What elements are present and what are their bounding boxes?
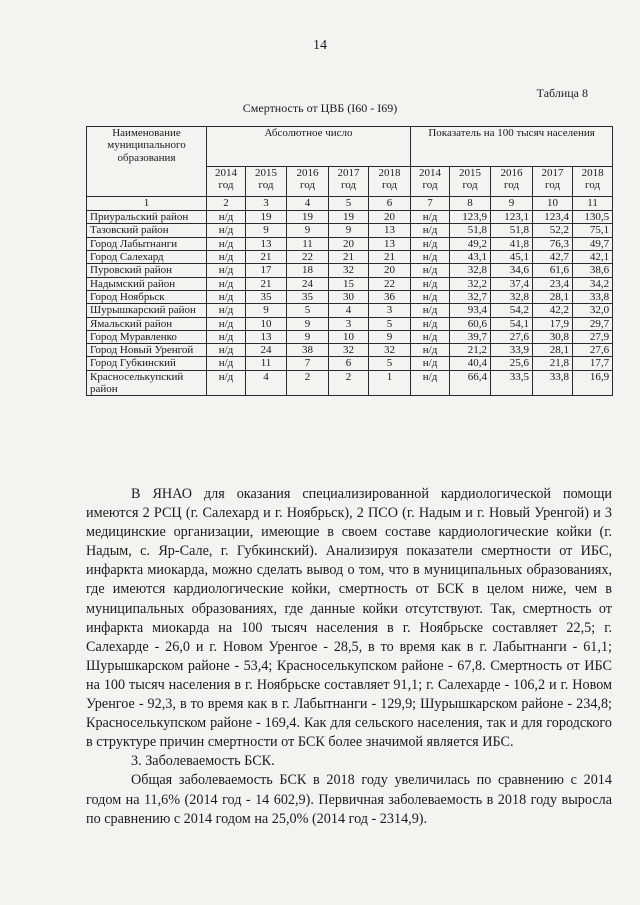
column-number: 10: [533, 197, 573, 211]
rate-value-cell: 32,8: [450, 264, 491, 277]
absolute-value-cell: 5: [287, 304, 329, 317]
rate-value-cell: 28,1: [533, 344, 573, 357]
table-row: [87, 277, 613, 290]
rate-value-cell: н/д: [411, 344, 450, 357]
absolute-value-cell: 18: [287, 264, 329, 277]
year-header: 2018 год: [573, 167, 613, 197]
rate-value-cell: 33,9: [491, 344, 533, 357]
rate-value-cell: 17,9: [533, 317, 573, 330]
rate-value-cell: 25,6: [491, 357, 533, 370]
table-row: [87, 317, 613, 330]
absolute-value-cell: 4: [329, 304, 369, 317]
rate-value-cell: н/д: [411, 317, 450, 330]
rate-value-cell: 17,7: [573, 357, 613, 370]
absolute-value-cell: н/д: [207, 317, 246, 330]
table-label: Таблица 8: [536, 86, 588, 100]
municipality-name: Город Салехард: [87, 250, 207, 263]
rate-value-cell: 123,9: [450, 211, 491, 224]
absolute-value-cell: 4: [246, 370, 287, 396]
column-number: 1: [87, 197, 207, 211]
column-number: 2: [207, 197, 246, 211]
absolute-value-cell: 3: [329, 317, 369, 330]
municipality-name: Город Муравленко: [87, 330, 207, 343]
absolute-value-cell: 11: [287, 237, 329, 250]
absolute-value-cell: 21: [246, 250, 287, 263]
rate-value-cell: 34,2: [573, 277, 613, 290]
year-header: 2015 год: [450, 167, 491, 197]
absolute-value-cell: 15: [329, 277, 369, 290]
municipality-name: Пуровский район: [87, 264, 207, 277]
absolute-value-cell: 32: [329, 264, 369, 277]
absolute-value-cell: 20: [369, 211, 411, 224]
table-row: [87, 250, 613, 263]
absolute-value-cell: н/д: [207, 224, 246, 237]
column-number: 4: [287, 197, 329, 211]
absolute-value-cell: 7: [287, 357, 329, 370]
rate-value-cell: 32,8: [491, 290, 533, 303]
column-number: 7: [411, 197, 450, 211]
table-row: [87, 330, 613, 343]
year-header: 2018 год: [369, 167, 411, 197]
absolute-value-cell: н/д: [207, 344, 246, 357]
column-group-absolute: Абсолютное число: [207, 127, 411, 167]
paragraph-cardiology-care: В ЯНАО для оказания специализированной кардиологической помощи имеются 2 РСЦ (г. Салехард и г. Ноябрьск), 2 ПСО (г. Надым и г. Новый Уренгой) и 3 медицинские организации, имеющие в своем составе кардиологические койки (г. Надым, с. Яр-Сале, г. Губкинский). Анализируя показатели смертности от ИБС, инфаркта миокарда, можно сделать вывод о том, что в муниципальных образованиях, где имеются кардиологические койки, смертность от БСК в целом ниже, чем в муниципальных образованиях, где данные койки отсутствуют. Так, смертность от инфаркта миокарда на 100 тысяч населения в г. Ноябрьске составляет 22,5; г. Салехарде - 26,0 и г. Новом Уренгое - 28,5, в то время как в г. Лабытнанги - 61,1; Шурышкарском районе - 53,4; Красноселькупском районе - 67,8. Смертность от ИБС на 100 тысяч населения в г. Ноябрьске составляет 91,1; г. Салехарде - 106,2 и г. Новом Уренгое - 92,3, в то время как в г. Лабытнанги - 129,9; Шурышкарском районе - 234,8; Красноселькупском районе - 169,4. Как для сельского населения, так и для городского в структуре причин смертности от БСК более значимой является ИБС.: [86, 486, 612, 751]
table-row: [87, 224, 613, 237]
absolute-value-cell: 5: [369, 357, 411, 370]
column-number: 9: [491, 197, 533, 211]
column-number: 5: [329, 197, 369, 211]
year-header: 2016 год: [287, 167, 329, 197]
rate-value-cell: 23,4: [533, 277, 573, 290]
rate-value-cell: 123,4: [533, 211, 573, 224]
absolute-value-cell: н/д: [207, 250, 246, 263]
rate-value-cell: 16,9: [573, 370, 613, 396]
rate-value-cell: 54,2: [491, 304, 533, 317]
rate-value-cell: 43,1: [450, 250, 491, 263]
absolute-value-cell: 20: [329, 237, 369, 250]
table-row: [87, 344, 613, 357]
absolute-value-cell: н/д: [207, 330, 246, 343]
absolute-value-cell: 21: [329, 250, 369, 263]
absolute-value-cell: 13: [246, 237, 287, 250]
municipality-name: Приуральский район: [87, 211, 207, 224]
absolute-value-cell: 11: [246, 357, 287, 370]
absolute-value-cell: 35: [246, 290, 287, 303]
municipality-name: Надымский район: [87, 277, 207, 290]
absolute-value-cell: 17: [246, 264, 287, 277]
year-header: 2015 год: [246, 167, 287, 197]
absolute-value-cell: 36: [369, 290, 411, 303]
municipality-name: Красноселькупский район: [87, 370, 207, 396]
absolute-value-cell: 13: [246, 330, 287, 343]
rate-value-cell: 130,5: [573, 211, 613, 224]
rate-value-cell: н/д: [411, 211, 450, 224]
column-number: 8: [450, 197, 491, 211]
rate-value-cell: 27,9: [573, 330, 613, 343]
absolute-value-cell: н/д: [207, 290, 246, 303]
rate-value-cell: 75,1: [573, 224, 613, 237]
absolute-value-cell: н/д: [207, 237, 246, 250]
column-number: 3: [246, 197, 287, 211]
absolute-value-cell: 2: [329, 370, 369, 396]
absolute-value-cell: 22: [287, 250, 329, 263]
absolute-value-cell: 1: [369, 370, 411, 396]
rate-value-cell: 39,7: [450, 330, 491, 343]
table-row: [87, 304, 613, 317]
rate-value-cell: 28,1: [533, 290, 573, 303]
rate-value-cell: 49,2: [450, 237, 491, 250]
municipality-name: Город Лабытнанги: [87, 237, 207, 250]
absolute-value-cell: 9: [369, 330, 411, 343]
rate-value-cell: н/д: [411, 330, 450, 343]
year-header: 2014 год: [411, 167, 450, 197]
municipality-name: Город Ноябрьск: [87, 290, 207, 303]
header-row-column-numbers: [87, 197, 613, 211]
body-text: [86, 485, 612, 829]
header-row-groups: [87, 127, 613, 167]
table-row: [87, 237, 613, 250]
absolute-value-cell: 32: [369, 344, 411, 357]
rate-value-cell: 34,6: [491, 264, 533, 277]
rate-value-cell: н/д: [411, 250, 450, 263]
absolute-value-cell: 9: [246, 304, 287, 317]
rate-value-cell: 27,6: [491, 330, 533, 343]
municipality-name: Ямальский район: [87, 317, 207, 330]
rate-value-cell: 32,2: [450, 277, 491, 290]
municipality-name: Тазовский район: [87, 224, 207, 237]
absolute-value-cell: н/д: [207, 277, 246, 290]
absolute-value-cell: 9: [287, 317, 329, 330]
absolute-value-cell: 19: [329, 211, 369, 224]
absolute-value-cell: 22: [369, 277, 411, 290]
table-title: Смертность от ЦВБ (I60 - I69): [242, 101, 398, 115]
rate-value-cell: 61,6: [533, 264, 573, 277]
absolute-value-cell: 6: [329, 357, 369, 370]
year-header: 2017 год: [329, 167, 369, 197]
absolute-value-cell: 24: [246, 344, 287, 357]
municipality-name: Город Губкинский: [87, 357, 207, 370]
rate-value-cell: н/д: [411, 264, 450, 277]
rate-value-cell: 54,1: [491, 317, 533, 330]
absolute-value-cell: н/д: [207, 370, 246, 396]
absolute-value-cell: 13: [369, 224, 411, 237]
table-row: [87, 370, 613, 396]
absolute-value-cell: 38: [287, 344, 329, 357]
rate-value-cell: 33,8: [573, 290, 613, 303]
paragraph-incidence: Общая заболеваемость БСК в 2018 году увеличилась по сравнению с 2014 годом на 11,6% (2014 год - 14 602,9). Первичная заболеваемость в 2018 году выросла по сравнению с 2014 годом на 25,0% (2014 год - 2314,9).: [86, 772, 612, 827]
rate-value-cell: 51,8: [491, 224, 533, 237]
table-row: [87, 211, 613, 224]
rate-value-cell: н/д: [411, 290, 450, 303]
year-header: 2016 год: [491, 167, 533, 197]
rate-value-cell: 32,0: [573, 304, 613, 317]
table-row: [87, 290, 613, 303]
rate-value-cell: н/д: [411, 224, 450, 237]
rate-value-cell: 21,8: [533, 357, 573, 370]
rate-value-cell: 93,4: [450, 304, 491, 317]
absolute-value-cell: н/д: [207, 211, 246, 224]
absolute-value-cell: 21: [246, 277, 287, 290]
absolute-value-cell: н/д: [207, 304, 246, 317]
rate-value-cell: 45,1: [491, 250, 533, 263]
absolute-value-cell: 10: [246, 317, 287, 330]
absolute-value-cell: 9: [329, 224, 369, 237]
rate-value-cell: 21,2: [450, 344, 491, 357]
rate-value-cell: 30,8: [533, 330, 573, 343]
absolute-value-cell: 30: [329, 290, 369, 303]
section-heading: 3. Заболеваемость БСК.: [131, 753, 275, 770]
rate-value-cell: 33,8: [533, 370, 573, 396]
rate-value-cell: 123,1: [491, 211, 533, 224]
rate-value-cell: 40,4: [450, 357, 491, 370]
rate-value-cell: н/д: [411, 237, 450, 250]
rate-value-cell: 29,7: [573, 317, 613, 330]
absolute-value-cell: 35: [287, 290, 329, 303]
rate-value-cell: н/д: [411, 357, 450, 370]
year-header: 2017 год: [533, 167, 573, 197]
absolute-value-cell: 32: [329, 344, 369, 357]
absolute-value-cell: 9: [246, 224, 287, 237]
rate-value-cell: 38,6: [573, 264, 613, 277]
rate-value-cell: 52,2: [533, 224, 573, 237]
absolute-value-cell: 24: [287, 277, 329, 290]
column-number: 6: [369, 197, 411, 211]
absolute-value-cell: 10: [329, 330, 369, 343]
mortality-table: [86, 126, 613, 396]
rate-value-cell: 60,6: [450, 317, 491, 330]
absolute-value-cell: 21: [369, 250, 411, 263]
rate-value-cell: 42,1: [573, 250, 613, 263]
table-row: [87, 357, 613, 370]
municipality-name: Город Новый Уренгой: [87, 344, 207, 357]
rate-value-cell: 41,8: [491, 237, 533, 250]
absolute-value-cell: 13: [369, 237, 411, 250]
rate-value-cell: н/д: [411, 370, 450, 396]
rate-value-cell: 42,2: [533, 304, 573, 317]
absolute-value-cell: 20: [369, 264, 411, 277]
rate-value-cell: 42,7: [533, 250, 573, 263]
absolute-value-cell: 9: [287, 330, 329, 343]
absolute-value-cell: 19: [246, 211, 287, 224]
absolute-value-cell: н/д: [207, 264, 246, 277]
absolute-value-cell: н/д: [207, 357, 246, 370]
absolute-value-cell: 2: [287, 370, 329, 396]
rate-value-cell: 27,6: [573, 344, 613, 357]
rate-value-cell: н/д: [411, 304, 450, 317]
column-number: 11: [573, 197, 613, 211]
column-header-name: Наименование муниципального образования: [87, 127, 207, 197]
rate-value-cell: 51,8: [450, 224, 491, 237]
page-number: 14: [313, 38, 327, 53]
rate-value-cell: 76,3: [533, 237, 573, 250]
rate-value-cell: 37,4: [491, 277, 533, 290]
absolute-value-cell: 9: [287, 224, 329, 237]
rate-value-cell: 49,7: [573, 237, 613, 250]
rate-value-cell: 66,4: [450, 370, 491, 396]
rate-value-cell: н/д: [411, 277, 450, 290]
municipality-name: Шурышкарский район: [87, 304, 207, 317]
column-group-rate: Показатель на 100 тысяч населения: [411, 127, 613, 167]
year-header: 2014 год: [207, 167, 246, 197]
rate-value-cell: 32,7: [450, 290, 491, 303]
absolute-value-cell: 5: [369, 317, 411, 330]
rate-value-cell: 33,5: [491, 370, 533, 396]
absolute-value-cell: 3: [369, 304, 411, 317]
table-row: [87, 264, 613, 277]
absolute-value-cell: 19: [287, 211, 329, 224]
